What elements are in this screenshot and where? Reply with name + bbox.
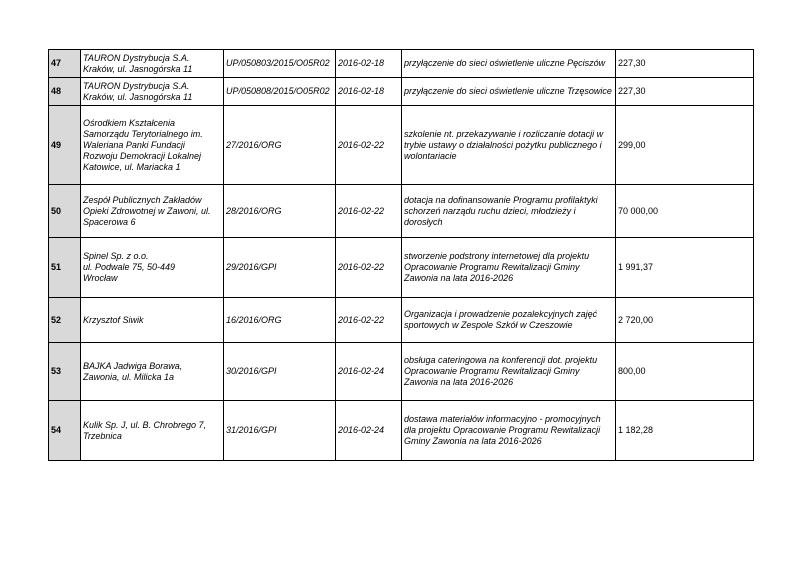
contract-subject: szkolenie nt. przekazywanie i rozliczanie dotacji w trybie ustawy o działalności pożytku publicznego i wolontariacie: [402, 106, 616, 185]
contract-number: 16/2016/ORG: [224, 298, 336, 343]
table-row: [49, 401, 754, 461]
row-number: 54: [49, 401, 81, 461]
contract-subject: dotacja na dofinansowanie Programu profilaktyki schorzeń narządu ruchu dzieci, młodzieży i dorosłych: [402, 185, 616, 238]
contract-subject: obsługa cateringowa na konferencji dot. projektu Opracowanie Programu Rewitalizacji Gminy Zawonia na lata 2016-2026: [402, 343, 616, 401]
table-row: [49, 78, 754, 106]
contractor-line: Krzysztof Siwik: [83, 314, 144, 325]
contractor-cell: [81, 401, 224, 461]
contract-date: 2016-02-22: [336, 238, 402, 298]
table-row: [49, 238, 754, 298]
contract-amount: 800,00: [616, 343, 754, 401]
contract-date: 2016-02-22: [336, 185, 402, 238]
row-number: 53: [49, 343, 81, 401]
contractor-cell: [81, 50, 224, 78]
row-number: 48: [49, 78, 81, 106]
contract-number: 28/2016/ORG: [224, 185, 336, 238]
contractor-line: Samorządu Terytorialnego im.: [83, 128, 203, 139]
table-row: [49, 343, 754, 401]
contract-subject: przyłączenie do sieci oświetlenie uliczne Pęciszów: [402, 50, 616, 78]
contractor-line: Rozwoju Demokracji Lokalnej: [83, 150, 202, 161]
contracts-table-body: [49, 50, 754, 461]
row-number: 50: [49, 185, 81, 238]
contractor-cell: [81, 343, 224, 401]
contractor-line: TAURON Dystrybucja S.A.: [83, 80, 190, 91]
row-number: 51: [49, 238, 81, 298]
contractor-line: Spinel Sp. z o.o.: [83, 251, 149, 261]
contractor-line: Kraków, ul. Jasnogórska 11: [83, 63, 193, 74]
contractor-line: TAURON Dystrybucja S.A.: [83, 52, 190, 63]
contractor-line: Spacerowa 6: [83, 216, 136, 227]
row-number: 52: [49, 298, 81, 343]
contracts-table: [48, 49, 754, 461]
table-row: [49, 106, 754, 185]
contract-number: UP/050803/2015/O05R02: [224, 50, 336, 78]
contractor-cell: [81, 185, 224, 238]
contract-subject: Organizacja i prowadzenie pozalekcyjnych zajęć sportowych w Zespole Szkół w Czeszowie: [402, 298, 616, 343]
contract-number: 30/2016/GPI: [224, 343, 336, 401]
row-number: 47: [49, 50, 81, 78]
contractor-line: Kulik Sp. J, ul. B. Chrobrego 7,: [83, 419, 207, 430]
contractor-line: Waleriana Panki Fundacji: [83, 139, 185, 150]
contract-number: 27/2016/ORG: [224, 106, 336, 185]
contractor-line: Katowice, ul. Mariacka 1: [83, 161, 181, 172]
contract-date: 2016-02-22: [336, 106, 402, 185]
contract-amount: 70 000,00: [616, 185, 754, 238]
contract-amount: 2 720,00: [616, 298, 754, 343]
contractor-cell: [81, 106, 224, 185]
contract-date: 2016-02-18: [336, 50, 402, 78]
contractor-cell: [81, 238, 224, 298]
contract-number: UP/050808/2015/O05R02: [224, 78, 336, 106]
contractor-line: Ośrodkiem Kształcenia: [83, 117, 176, 128]
contract-subject: dostawa materiałów informacyjno - promocyjnych dla projektu Opracowanie Programu Rewitalizacji Gminy Zawonia na lata 2016-2026: [402, 401, 616, 461]
contractor-line: Opieki Zdrowotnej w Zawoni, ul.: [83, 205, 211, 216]
contractor-line: Wrocław: [83, 273, 118, 283]
contractor-cell: [81, 298, 224, 343]
contractor-line: BAJKA Jadwiga Borawa,: [83, 360, 183, 371]
contract-subject: przyłączenie do sieci oświetlenie uliczne Trzęsowice: [402, 78, 616, 106]
contract-number: 29/2016/GPI: [224, 238, 336, 298]
contract-date: 2016-02-24: [336, 401, 402, 461]
contract-amount: 227,30: [616, 78, 754, 106]
contract-date: 2016-02-22: [336, 298, 402, 343]
row-number: 49: [49, 106, 81, 185]
contractor-line: ul. Podwale 75, 50-449: [83, 262, 176, 272]
contract-date: 2016-02-24: [336, 343, 402, 401]
contract-amount: 1 182,28: [616, 401, 754, 461]
contract-subject: stworzenie podstrony internetowej dla projektu Opracowanie Programu Rewitalizacji Gminy Zawonia na lata 2016-2026: [402, 238, 616, 298]
table-row: [49, 298, 754, 343]
contractor-line: Kraków, ul. Jasnogórska 11: [83, 91, 193, 102]
table-row: [49, 50, 754, 78]
contractor-cell: [81, 78, 224, 106]
contractor-line: Zespół Publicznych Zakładów: [83, 194, 202, 205]
contract-amount: 1 991,37: [616, 238, 754, 298]
contract-amount: 299,00: [616, 106, 754, 185]
contractor-line: Zawonia, ul. Milicka 1a: [83, 371, 175, 382]
contractor-line: Trzebnica: [83, 430, 122, 441]
contract-date: 2016-02-18: [336, 78, 402, 106]
table-row: [49, 185, 754, 238]
contract-amount: 227,30: [616, 50, 754, 78]
contract-number: 31/2016/GPI: [224, 401, 336, 461]
